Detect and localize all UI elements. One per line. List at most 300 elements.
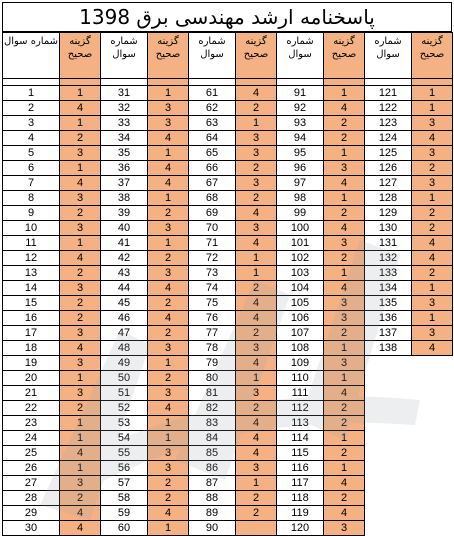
answer-cell: 2 — [324, 401, 365, 416]
question-number-cell: 15 — [3, 296, 60, 311]
question-number-cell: 50 — [101, 371, 148, 386]
question-number-cell: 29 — [3, 506, 60, 521]
table-row — [3, 146, 453, 161]
table-row — [3, 251, 453, 266]
answer-header: گزینه صحیح — [324, 33, 365, 79]
table-row — [3, 521, 453, 536]
question-number-cell: 68 — [189, 191, 236, 206]
question-number-cell: 79 — [189, 356, 236, 371]
answer-cell: 3 — [236, 146, 277, 161]
empty-cell — [365, 446, 412, 461]
question-number-cell: 116 — [277, 461, 324, 476]
answer-cell: 1 — [60, 116, 101, 131]
answer-cell: 4 — [60, 446, 101, 461]
answer-cell: 3 — [412, 116, 453, 131]
answer-cell: 1 — [324, 146, 365, 161]
question-number-cell: 38 — [101, 191, 148, 206]
question-number-cell: 25 — [3, 446, 60, 461]
answer-cell: 2 — [324, 416, 365, 431]
answer-cell: 2 — [324, 206, 365, 221]
question-number-cell: 78 — [189, 341, 236, 356]
table-row — [3, 86, 453, 101]
table-row — [3, 416, 453, 431]
answer-cell: 4 — [236, 431, 277, 446]
answer-cell: 3 — [60, 281, 101, 296]
question-number-cell: 47 — [101, 326, 148, 341]
answer-cell: 2 — [148, 371, 189, 386]
question-number-cell: 42 — [101, 251, 148, 266]
answer-cell: 3 — [236, 386, 277, 401]
table-row — [3, 176, 453, 191]
question-number-cell: 59 — [101, 506, 148, 521]
answer-sheet — [2, 2, 452, 536]
question-number-cell: 76 — [189, 311, 236, 326]
question-number-cell: 72 — [189, 251, 236, 266]
answer-cell: 3 — [148, 461, 189, 476]
empty-cell — [365, 401, 412, 416]
answer-cell: 2 — [148, 251, 189, 266]
question-number-cell: 122 — [365, 101, 412, 116]
answer-cell: 1 — [236, 476, 277, 491]
question-number-cell: 39 — [101, 206, 148, 221]
spacer-cell — [3, 79, 60, 86]
question-number-cell: 118 — [277, 491, 324, 506]
question-number-cell: 5 — [3, 146, 60, 161]
question-number-cell: 70 — [189, 221, 236, 236]
answer-cell: 4 — [148, 176, 189, 191]
question-number-cell: 22 — [3, 401, 60, 416]
empty-cell — [365, 476, 412, 491]
answer-cell: 3 — [324, 311, 365, 326]
answer-cell: 4 — [412, 131, 453, 146]
answer-cell: 3 — [324, 161, 365, 176]
question-number-cell: 85 — [189, 446, 236, 461]
answer-cell: 3 — [236, 176, 277, 191]
question-number-cell: 106 — [277, 311, 324, 326]
answer-table — [2, 32, 453, 536]
answer-cell: 1 — [324, 371, 365, 386]
question-number-cell: 91 — [277, 86, 324, 101]
answer-cell: 2 — [324, 116, 365, 131]
answer-cell: 3 — [60, 476, 101, 491]
answer-cell: 2 — [324, 251, 365, 266]
question-number-cell: 92 — [277, 101, 324, 116]
answer-cell: 4 — [324, 176, 365, 191]
table-row — [3, 326, 453, 341]
question-number-cell: 133 — [365, 266, 412, 281]
answer-cell: 4 — [60, 506, 101, 521]
answer-cell: 2 — [236, 101, 277, 116]
answer-cell: 3 — [60, 356, 101, 371]
question-number-cell: 114 — [277, 431, 324, 446]
answer-cell: 1 — [60, 161, 101, 176]
answer-cell: 4 — [324, 281, 365, 296]
answer-cell: 1 — [236, 251, 277, 266]
question-number-cell: 61 — [189, 86, 236, 101]
question-number-cell: 86 — [189, 461, 236, 476]
question-number-cell: 134 — [365, 281, 412, 296]
page-title: پاسخنامه ارشد مهندسی برق 1398 — [2, 2, 452, 32]
question-number-cell: 12 — [3, 251, 60, 266]
question-number-cell: 28 — [3, 491, 60, 506]
question-number-cell: 130 — [365, 221, 412, 236]
question-number-cell: 119 — [277, 506, 324, 521]
answer-cell: 4 — [60, 176, 101, 191]
empty-cell — [412, 371, 453, 386]
question-number-cell: 136 — [365, 311, 412, 326]
empty-cell — [412, 386, 453, 401]
question-number-cell: 21 — [3, 386, 60, 401]
question-number-cell: 120 — [277, 521, 324, 536]
table-row — [3, 341, 453, 356]
empty-cell — [365, 431, 412, 446]
answer-cell: 1 — [60, 461, 101, 476]
empty-cell — [412, 356, 453, 371]
answer-cell: 1 — [324, 191, 365, 206]
empty-cell — [365, 356, 412, 371]
answer-cell: 4 — [324, 476, 365, 491]
question-number-cell: 138 — [365, 341, 412, 356]
answer-cell: 2 — [236, 191, 277, 206]
empty-cell — [365, 416, 412, 431]
table-row — [3, 206, 453, 221]
question-header: شماره سوال — [277, 33, 324, 79]
spacer-cell — [189, 79, 236, 86]
answer-cell: 4 — [412, 251, 453, 266]
question-number-cell: 23 — [3, 416, 60, 431]
empty-cell — [365, 371, 412, 386]
question-number-cell: 69 — [189, 206, 236, 221]
answer-cell: 4 — [412, 341, 453, 356]
question-number-cell: 51 — [101, 386, 148, 401]
answer-cell: 4 — [60, 101, 101, 116]
question-header: شماره سوال — [3, 33, 60, 79]
answer-cell: 4 — [148, 131, 189, 146]
question-number-cell: 11 — [3, 236, 60, 251]
answer-cell: 3 — [60, 221, 101, 236]
answer-cell: 1 — [412, 281, 453, 296]
answer-cell: 4 — [148, 311, 189, 326]
spacer-cell — [277, 79, 324, 86]
question-number-cell: 44 — [101, 281, 148, 296]
question-number-cell: 73 — [189, 266, 236, 281]
question-number-cell: 26 — [3, 461, 60, 476]
answer-cell: 2 — [60, 206, 101, 221]
table-row — [3, 356, 453, 371]
question-number-cell: 84 — [189, 431, 236, 446]
answer-cell: 4 — [412, 236, 453, 251]
answer-cell: 1 — [148, 191, 189, 206]
answer-cell: 2 — [236, 401, 277, 416]
question-number-cell: 95 — [277, 146, 324, 161]
spacer-cell — [412, 79, 453, 86]
empty-cell — [412, 431, 453, 446]
answer-cell: 4 — [60, 341, 101, 356]
answer-cell: 2 — [236, 161, 277, 176]
answer-cell: 1 — [148, 236, 189, 251]
question-number-cell: 36 — [101, 161, 148, 176]
answer-cell: 1 — [148, 86, 189, 101]
answer-cell: 1 — [236, 266, 277, 281]
answer-cell: 4 — [236, 236, 277, 251]
question-number-cell: 45 — [101, 296, 148, 311]
question-number-cell: 33 — [101, 116, 148, 131]
answer-cell: 3 — [324, 356, 365, 371]
answer-cell: 3 — [148, 221, 189, 236]
answer-header: گزینه صحیح — [412, 33, 453, 79]
question-number-cell: 100 — [277, 221, 324, 236]
answer-cell: 4 — [148, 401, 189, 416]
answer-cell: 2 — [60, 131, 101, 146]
empty-cell — [365, 461, 412, 476]
question-number-cell: 77 — [189, 326, 236, 341]
answer-cell: 1 — [324, 461, 365, 476]
answer-cell: 3 — [148, 116, 189, 131]
question-number-cell: 105 — [277, 296, 324, 311]
question-number-cell: 128 — [365, 191, 412, 206]
spacer-cell — [365, 79, 412, 86]
question-number-cell: 109 — [277, 356, 324, 371]
answer-cell: 3 — [236, 221, 277, 236]
question-number-cell: 83 — [189, 416, 236, 431]
answer-cell: 1 — [236, 116, 277, 131]
spacer-cell — [236, 79, 277, 86]
answer-cell: 2 — [148, 326, 189, 341]
empty-cell — [412, 476, 453, 491]
answer-cell: 3 — [148, 101, 189, 116]
answer-cell: 3 — [60, 191, 101, 206]
table-row — [3, 461, 453, 476]
question-number-cell: 65 — [189, 146, 236, 161]
question-number-cell: 35 — [101, 146, 148, 161]
answer-cell: 3 — [236, 341, 277, 356]
answer-cell: 2 — [60, 401, 101, 416]
question-number-cell: 62 — [189, 101, 236, 116]
answer-cell: 2 — [324, 491, 365, 506]
answer-cell: 3 — [60, 326, 101, 341]
question-number-cell: 32 — [101, 101, 148, 116]
answer-cell: 4 — [236, 416, 277, 431]
answer-cell: 1 — [60, 431, 101, 446]
answer-cell: 1 — [412, 86, 453, 101]
answer-cell: 1 — [148, 146, 189, 161]
answer-cell: 3 — [412, 326, 453, 341]
question-number-cell: 99 — [277, 206, 324, 221]
question-number-cell: 98 — [277, 191, 324, 206]
answer-cell: 3 — [148, 266, 189, 281]
answer-cell: 3 — [148, 341, 189, 356]
answer-cell: 2 — [148, 206, 189, 221]
answer-cell: 1 — [236, 371, 277, 386]
question-number-cell: 57 — [101, 476, 148, 491]
question-number-cell: 113 — [277, 416, 324, 431]
question-header: شماره سوال — [101, 33, 148, 79]
answer-cell: 2 — [412, 266, 453, 281]
answer-cell: 2 — [236, 506, 277, 521]
question-number-cell: 132 — [365, 251, 412, 266]
question-number-cell: 52 — [101, 401, 148, 416]
table-row — [3, 296, 453, 311]
answer-cell: 1 — [60, 86, 101, 101]
answer-cell: 4 — [236, 446, 277, 461]
question-number-cell: 4 — [3, 131, 60, 146]
table-row — [3, 491, 453, 506]
question-number-cell: 64 — [189, 131, 236, 146]
answer-cell: 1 — [412, 101, 453, 116]
answer-cell: 4 — [324, 101, 365, 116]
question-number-cell: 135 — [365, 296, 412, 311]
answer-cell: 2 — [412, 161, 453, 176]
question-number-cell: 80 — [189, 371, 236, 386]
answer-cell: 3 — [236, 131, 277, 146]
spacer-cell — [324, 79, 365, 86]
answer-cell: 4 — [324, 506, 365, 521]
table-row — [3, 236, 453, 251]
question-number-cell: 103 — [277, 266, 324, 281]
answer-cell: 4 — [236, 206, 277, 221]
question-number-cell: 48 — [101, 341, 148, 356]
answer-cell: 2 — [236, 281, 277, 296]
question-number-cell: 55 — [101, 446, 148, 461]
empty-cell — [412, 416, 453, 431]
question-number-cell: 123 — [365, 116, 412, 131]
question-number-cell: 19 — [3, 356, 60, 371]
answer-cell: 1 — [412, 191, 453, 206]
question-number-cell: 41 — [101, 236, 148, 251]
table-row — [3, 431, 453, 446]
answer-cell: 1 — [148, 431, 189, 446]
question-number-cell: 7 — [3, 176, 60, 191]
answer-cell: 4 — [60, 521, 101, 536]
table-row — [3, 476, 453, 491]
question-number-cell: 129 — [365, 206, 412, 221]
table-row — [3, 371, 453, 386]
answer-header: گزینه صحیح — [148, 33, 189, 79]
answer-cell: 2 — [148, 491, 189, 506]
empty-cell — [365, 491, 412, 506]
question-number-cell: 56 — [101, 461, 148, 476]
question-number-cell: 34 — [101, 131, 148, 146]
answer-cell: 4 — [236, 356, 277, 371]
answer-cell: 2 — [60, 266, 101, 281]
question-number-cell: 131 — [365, 236, 412, 251]
answer-cell: 3 — [148, 386, 189, 401]
empty-cell — [412, 461, 453, 476]
question-number-cell: 43 — [101, 266, 148, 281]
spacer-cell — [60, 79, 101, 86]
empty-cell — [412, 506, 453, 521]
question-number-cell: 27 — [3, 476, 60, 491]
table-row — [3, 101, 453, 116]
answer-cell: 1 — [148, 521, 189, 536]
answer-cell: 1 — [324, 266, 365, 281]
answer-cell: 3 — [324, 521, 365, 536]
spacer-cell — [148, 79, 189, 86]
question-number-cell: 125 — [365, 146, 412, 161]
question-number-cell: 112 — [277, 401, 324, 416]
question-number-cell: 6 — [3, 161, 60, 176]
answer-cell: 4 — [236, 311, 277, 326]
table-row — [3, 266, 453, 281]
answer-cell: 2 — [60, 296, 101, 311]
question-number-cell: 126 — [365, 161, 412, 176]
answer-cell: 3 — [324, 236, 365, 251]
question-number-cell: 108 — [277, 341, 324, 356]
answer-cell: 2 — [324, 131, 365, 146]
table-row — [3, 446, 453, 461]
question-number-cell: 10 — [3, 221, 60, 236]
question-number-cell: 74 — [189, 281, 236, 296]
answer-cell: 4 — [60, 251, 101, 266]
question-number-cell: 124 — [365, 131, 412, 146]
question-number-cell: 127 — [365, 176, 412, 191]
table-row — [3, 131, 453, 146]
question-number-cell: 53 — [101, 416, 148, 431]
question-number-cell: 1 — [3, 86, 60, 101]
question-number-cell: 88 — [189, 491, 236, 506]
answer-cell: 4 — [148, 161, 189, 176]
answer-cell: 4 — [148, 281, 189, 296]
answer-cell: 1 — [60, 371, 101, 386]
question-number-cell: 101 — [277, 236, 324, 251]
answer-cell: 1 — [60, 416, 101, 431]
question-number-cell: 66 — [189, 161, 236, 176]
answer-cell: 1 — [324, 431, 365, 446]
question-number-cell: 104 — [277, 281, 324, 296]
question-number-cell: 60 — [101, 521, 148, 536]
answer-cell: 1 — [412, 311, 453, 326]
answer-cell: 3 — [412, 146, 453, 161]
answer-cell: 3 — [324, 296, 365, 311]
question-number-cell: 87 — [189, 476, 236, 491]
question-number-cell: 16 — [3, 311, 60, 326]
question-number-cell: 111 — [277, 386, 324, 401]
answer-cell: 3 — [412, 296, 453, 311]
question-number-cell: 82 — [189, 401, 236, 416]
answer-cell: 1 — [148, 416, 189, 431]
question-number-cell: 14 — [3, 281, 60, 296]
question-number-cell: 54 — [101, 431, 148, 446]
answer-cell: 4 — [236, 296, 277, 311]
answer-cell: 2 — [236, 491, 277, 506]
question-number-cell: 18 — [3, 341, 60, 356]
question-number-cell: 137 — [365, 326, 412, 341]
empty-cell — [412, 491, 453, 506]
question-number-cell: 37 — [101, 176, 148, 191]
question-number-cell: 93 — [277, 116, 324, 131]
question-number-cell: 96 — [277, 161, 324, 176]
empty-cell — [365, 386, 412, 401]
answer-cell: 2 — [324, 326, 365, 341]
question-number-cell: 94 — [277, 131, 324, 146]
answer-cell: 2 — [236, 326, 277, 341]
question-number-cell: 115 — [277, 446, 324, 461]
table-row — [3, 506, 453, 521]
answer-cell: 2 — [148, 296, 189, 311]
answer-cell: 3 — [412, 176, 453, 191]
question-number-cell: 121 — [365, 86, 412, 101]
question-number-cell: 89 — [189, 506, 236, 521]
answer-cell: 3 — [60, 386, 101, 401]
question-number-cell: 20 — [3, 371, 60, 386]
spacer-cell — [101, 79, 148, 86]
question-header: شماره سوال — [189, 33, 236, 79]
answer-header: گزینه صحیح — [236, 33, 277, 79]
empty-cell — [412, 401, 453, 416]
question-number-cell: 63 — [189, 116, 236, 131]
table-row — [3, 401, 453, 416]
question-number-cell: 102 — [277, 251, 324, 266]
